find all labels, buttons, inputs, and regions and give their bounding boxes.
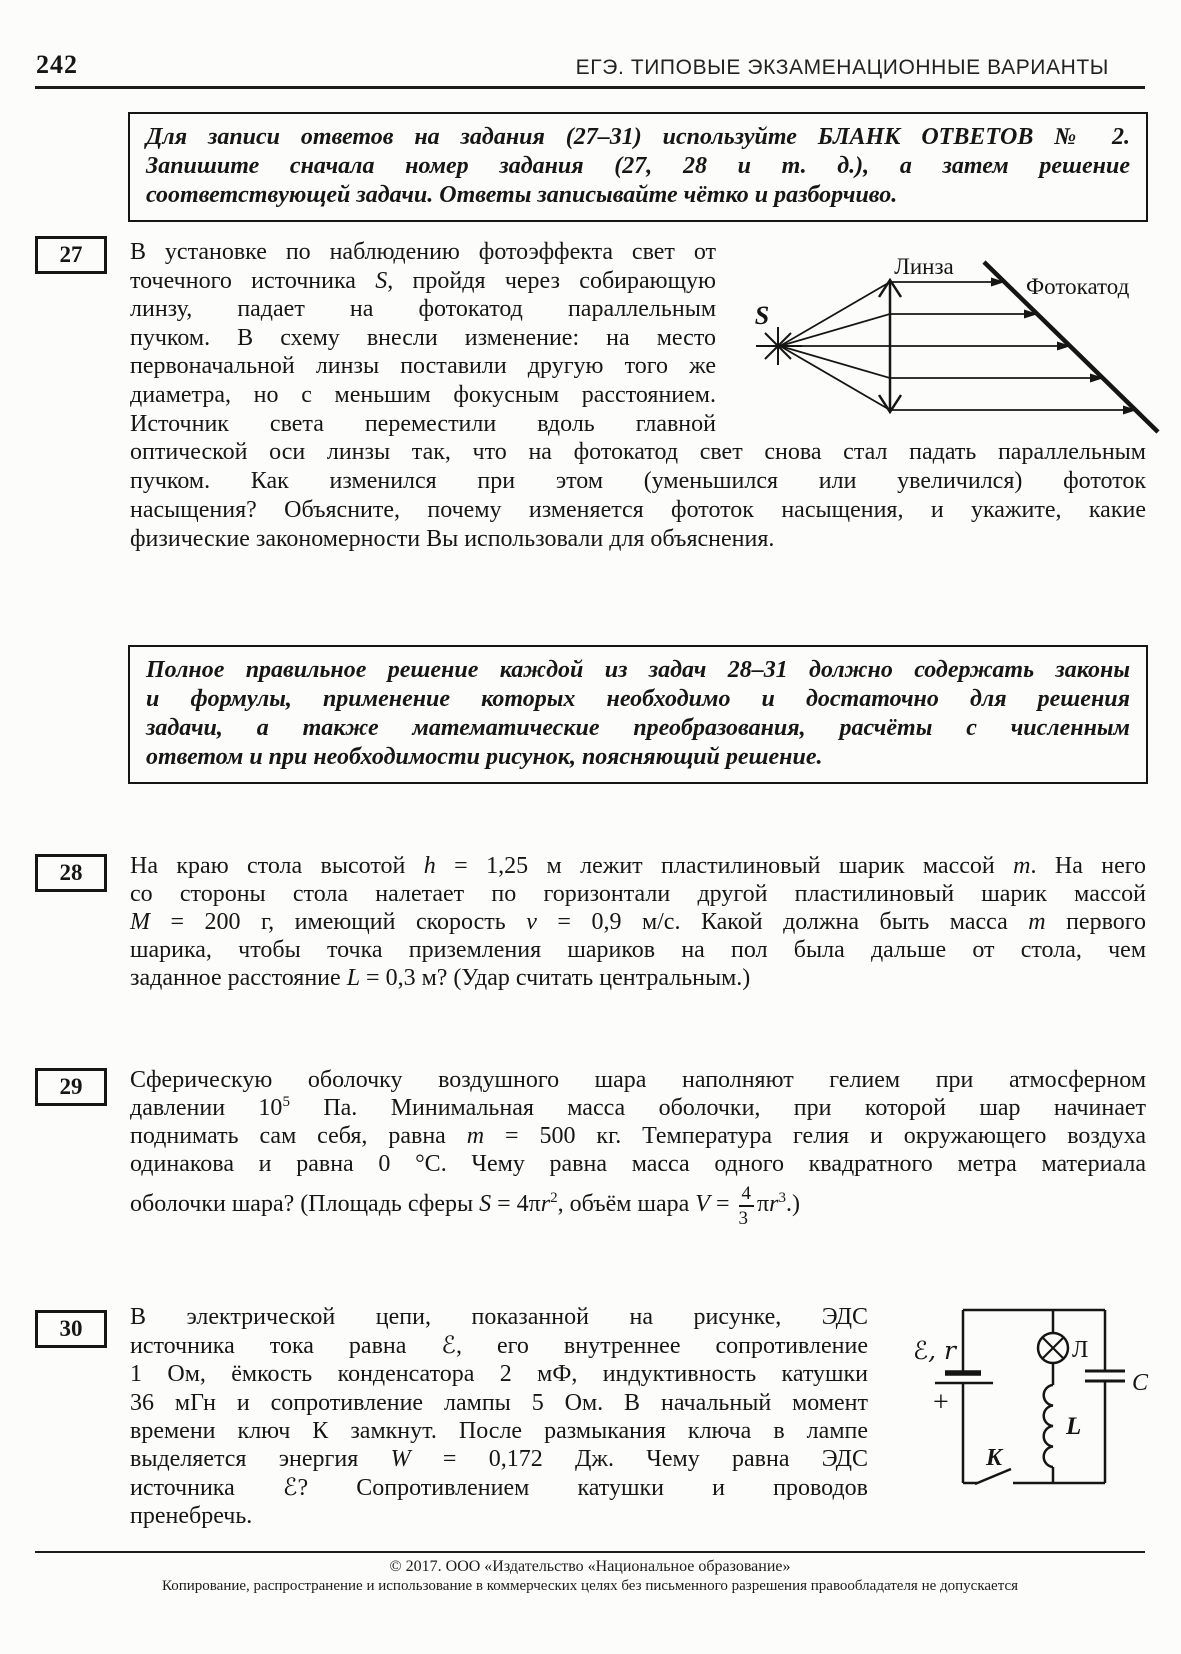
task-28-text (130, 852, 1146, 992)
circuit-diagram (893, 1293, 1165, 1505)
task-line: физические закономерности Вы использовали для объяснения. (130, 526, 775, 552)
task-line: поднимать сам себя, равна m = 500 кг. Температура гелия и окружающего воздуха (130, 1123, 1146, 1149)
lens-label: Линза (894, 254, 954, 279)
task-number: 27 (59, 242, 83, 267)
task-line: В установке по наблюдению фотоэффекта свет от (130, 239, 716, 265)
task-line: Сферическую оболочку воздушного шара наполняют гелием при атмосферном (130, 1067, 1146, 1093)
task-line: пренебречь. (130, 1503, 253, 1530)
task-number: 28 (59, 860, 83, 885)
notice-line: соответствующей задачи. Ответы записывайте чётко и разборчиво. (146, 182, 898, 208)
notice-line: Полное правильное решение каждой из задач 28–31 должно содержать законы (146, 657, 1130, 683)
task-line: В электрической цепи, показанной на рисунке, ЭДС (130, 1304, 868, 1330)
task-29-number-box (35, 1068, 107, 1106)
answer-sheet-notice-box (128, 112, 1148, 222)
task-line: точечного источника S, пройдя через собирающую (130, 267, 716, 294)
task-line: выделяется энергия W = 0,172 Дж. Чему равна ЭДС (130, 1446, 868, 1473)
parallel-rays (890, 282, 1126, 410)
footer-notice: Копирование, распространение и использование в коммерческих целях без письменного разрешения правообладателя не допускается (161, 1578, 1019, 1594)
task-line: со стороны стола налетает по горизонтали другой пластилиновый шарик массой (130, 881, 1146, 907)
page-number: 242 (36, 50, 78, 79)
task-line: 1 Ом, ёмкость конденсатора 2 мФ, индуктивность катушки (130, 1361, 868, 1388)
task-line: Источник света переместили вдоль главной (130, 410, 716, 437)
task-28-number-box (35, 854, 107, 892)
solution-requirements-notice-box (128, 645, 1148, 784)
task-line: линзу, падает на фотокатод параллельным (130, 296, 716, 323)
task-line: M = 200 г, имеющий скорость v = 0,9 м/с. Какой должна быть масса m первого (130, 909, 1146, 935)
battery-plus-label: + (933, 1387, 949, 1418)
lamp-label: Л (1072, 1337, 1089, 1363)
task-number: 30 (59, 1316, 83, 1341)
header-rule (35, 86, 1145, 89)
task-line: оболочки шара? (Площадь сферы $S = 4\pi r^2$, объём шара V = $\frac{4}{3}$ $\pi r^3$.) (130, 1183, 800, 1230)
task-30-number-box (35, 1310, 107, 1348)
header-title: ЕГЭ. ТИПОВЫЕ ЭКЗАМЕНАЦИОННЫЕ ВАРИАНТЫ (575, 56, 1109, 79)
lamp-icon (1038, 1333, 1068, 1363)
switch-label: K (986, 1445, 1003, 1471)
lens-diagram (716, 236, 1180, 436)
photocathode-label: Фотокатод (1026, 274, 1130, 299)
task-29-text (130, 1066, 1146, 1230)
notice-line: и формулы, применение которых необходимо и достаточно для решения (146, 686, 1130, 712)
notice-line: задачи, а также математические преобразования, расчёты с численным (146, 715, 1130, 741)
inductor-label: L (1066, 1413, 1082, 1440)
task-line: диаметра, но с меньшим фокусным расстоянием. (130, 381, 716, 408)
capacitor-icon (1085, 1371, 1125, 1381)
task-30-text (130, 1303, 868, 1531)
task-27-number-box (35, 236, 107, 274)
notice-line: ответом и при необходимости рисунок, поясняющий решение. (146, 744, 823, 770)
source-label: S (754, 301, 770, 330)
notice-line: Запишите сначала номер задания (27, 28 и т. д.), а затем решение (146, 153, 1130, 179)
switch-icon (975, 1469, 1011, 1484)
footer-copyright: © 2017. ООО «Издательство «Национальное образование» (389, 1558, 791, 1575)
emf-label: ℰ, r (913, 1336, 956, 1365)
diverging-rays (780, 282, 890, 410)
circuit-wires (963, 1310, 1105, 1483)
task-line: заданное расстояние L = 0,3 м? (Удар считать центральным.) (130, 965, 751, 991)
task-line: первоначальной линзы поставили другую того же (130, 353, 716, 380)
capacitor-label: C (1132, 1370, 1149, 1396)
task-line: источника ℰ? Сопротивлением катушки и проводов (130, 1473, 868, 1502)
notice-line: Для записи ответов на задания (27–31) используйте БЛАНК ОТВЕТОВ № 2. (146, 124, 1130, 150)
task-line: времени ключ К замкнут. После размыкания ключа в лампе (130, 1417, 868, 1444)
task-line: пучком. Как изменился при этом (уменьшился или увеличился) фототок (130, 468, 1146, 494)
task-line: насыщения? Объясните, почему изменяется фототок насыщения, и укажите, какие (130, 497, 1146, 523)
task-line: На краю стола высотой h = 1,25 м лежит пластилиновый шарик массой m. На него (130, 853, 1147, 879)
task-line: источника тока равна ℰ, его внутреннее сопротивление (130, 1331, 869, 1360)
footer-rule (35, 1551, 1145, 1553)
task-line: оптической оси линзы так, что на фотокатод свет снова стал падать параллельным (130, 439, 1146, 465)
task-line: давлении $10^5$ Па. Минимальная масса оболочки, при которой шар начинает (130, 1094, 1147, 1121)
task-27-text-narrow (130, 238, 716, 438)
inductor-icon (1044, 1385, 1053, 1467)
task-line: 36 мГн и сопротивление лампы 5 Ом. В начальный момент (130, 1389, 868, 1416)
task-27-text-wide (130, 438, 1146, 554)
task-number: 29 (59, 1074, 83, 1099)
task-line: шарика, чтобы точка приземления шариков на пол была дальше от стола, чем (130, 937, 1146, 963)
task-line: одинакова и равна 0 °С. Чему равна масса одного квадратного метра материала (130, 1151, 1146, 1177)
battery-icon (935, 1373, 993, 1383)
task-line: пучком. В схему внесли изменение: на место (130, 324, 716, 351)
